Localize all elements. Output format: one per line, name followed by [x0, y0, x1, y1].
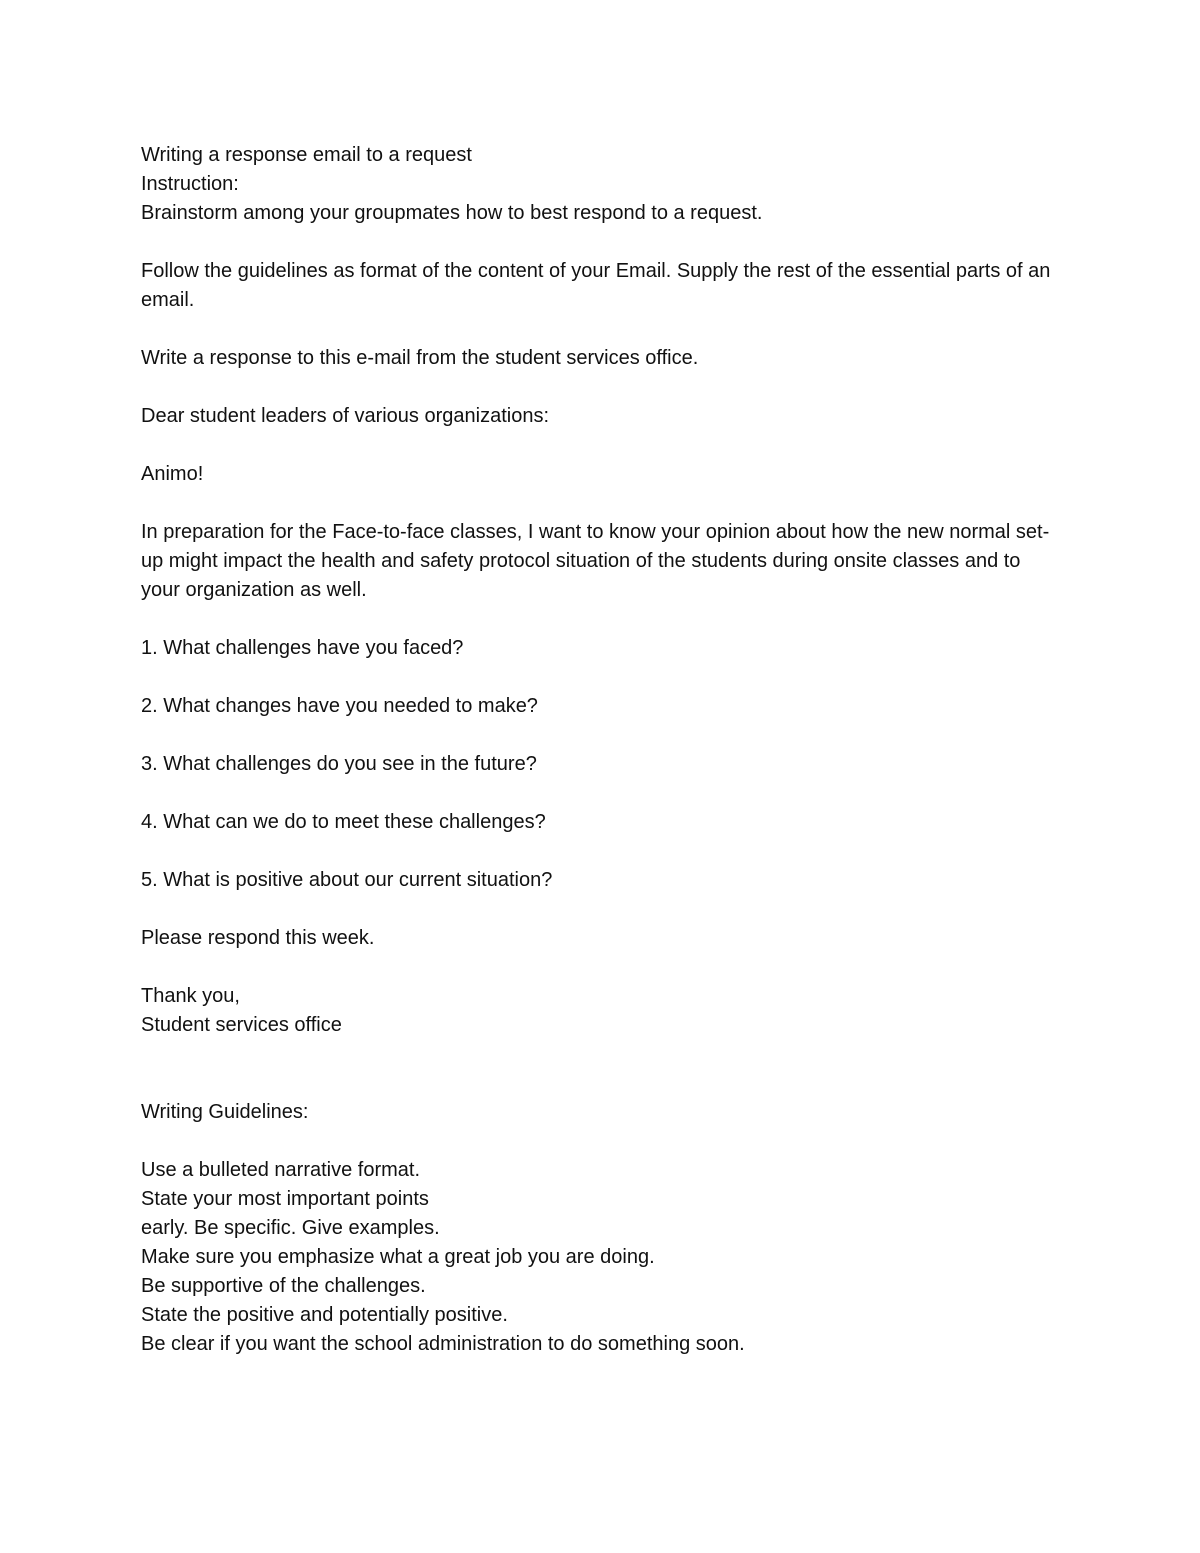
email-salutation: Dear student leaders of various organizations:: [141, 405, 550, 427]
spacer: [141, 953, 1061, 982]
guideline-item: Use a bulleted narrative format.: [141, 1159, 421, 1181]
guideline-item: early. Be specific. Give examples.: [141, 1217, 440, 1239]
spacer: [141, 837, 1061, 866]
task-text: Write a response to this e-mail from the student services office.: [141, 347, 699, 369]
email-question: 3. What challenges do you see in the future?: [141, 753, 537, 775]
guideline-item: Make sure you emphasize what a great job you are doing.: [141, 1246, 655, 1268]
spacer: [141, 489, 1061, 518]
spacer: [141, 605, 1061, 634]
email-request: Please respond this week.: [141, 927, 375, 949]
email-question: 1. What challenges have you faced?: [141, 637, 464, 659]
spacer: [141, 315, 1061, 344]
guideline-item: Be supportive of the challenges.: [141, 1275, 426, 1297]
email-question: 4. What can we do to meet these challenges?: [141, 811, 546, 833]
spacer: [141, 431, 1061, 460]
guideline-item: State your most important points: [141, 1188, 429, 1210]
spacer: [141, 663, 1061, 692]
guideline-item: Be clear if you want the school administration to do something soon.: [141, 1333, 745, 1355]
email-greeting: Animo!: [141, 463, 204, 485]
email-question: 2. What changes have you needed to make?: [141, 695, 538, 717]
spacer: [141, 1127, 1061, 1156]
instruction-label: Instruction:: [141, 173, 239, 195]
spacer: [141, 1040, 1061, 1098]
email-sender: Student services office: [141, 1014, 342, 1036]
writing-guidelines-heading: Writing Guidelines:: [141, 1101, 309, 1123]
document-content: [141, 141, 1061, 1359]
spacer: [141, 373, 1061, 402]
email-closing: Thank you,: [141, 985, 240, 1007]
spacer: [141, 779, 1061, 808]
spacer: [141, 228, 1061, 257]
document-title: Writing a response email to a request: [141, 144, 472, 166]
instruction-text: Brainstorm among your groupmates how to best respond to a request.: [141, 202, 763, 224]
spacer: [141, 721, 1061, 750]
spacer: [141, 895, 1061, 924]
guideline-item: State the positive and potentially positive.: [141, 1304, 508, 1326]
email-question: 5. What is positive about our current situation?: [141, 869, 553, 891]
guidelines-note: Follow the guidelines as format of the content of your Email. Supply the rest of the essential parts of an email.: [141, 260, 1051, 311]
email-body: In preparation for the Face-to-face classes, I want to know your opinion about how the new normal set-up might impact the health and safety protocol situation of the students during onsite classes and to your organization as well.: [141, 521, 1050, 601]
